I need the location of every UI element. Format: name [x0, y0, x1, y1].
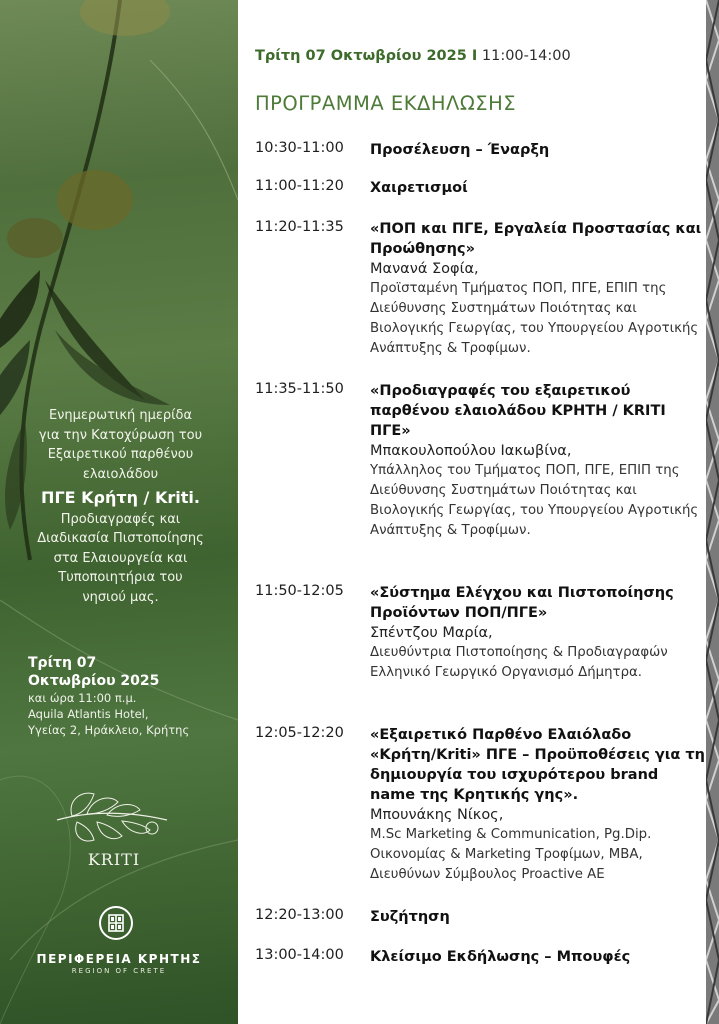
sidebar-date-line: Οκτωβρίου 2025: [28, 673, 160, 689]
event-intro: [18, 406, 223, 607]
program-title: ΠΡΟΓΡΑΜΜΑ ΕΚΔΗΛΩΣΗΣ: [255, 92, 517, 115]
schedule-time: 11:35-11:50: [255, 381, 344, 397]
event-date: Τρίτη 07 Οκτωβρίου 2025 Ι: [255, 48, 478, 64]
schedule-time: 13:00-14:00: [255, 947, 344, 963]
schedule-title: Χαιρετισμοί: [370, 180, 468, 196]
kriti-logo-text: KRITI: [87, 850, 141, 869]
speaker-description: Υπάλληλος του Τμήματος ΠΟΠ, ΠΓΕ, ΕΠΙΠ της Διεύθυνσης Συστημάτων Ποιότητας και Βιολογικής Γεωργίας, του Υπουργείου Αγροτικής Ανάπτυξης & Τροφίμων.: [370, 463, 699, 538]
intro-highlight: ΠΓΕ Κρήτη / Kriti.: [41, 488, 200, 507]
right-decorative-strip: [706, 0, 719, 1024]
schedule-title: «Εξαιρετικό Παρθένο Ελαιόλαδο «Κρήτη/Kriti» ΠΓΕ – Προϋποθέσεις για τη δημιουργία του ισχυρότερου brand name της Κρητικής γης».: [370, 727, 705, 803]
sidebar-detail-line: Υγείας 2, Ηράκλειο, Κρήτης: [28, 723, 190, 737]
schedule-time: 11:00-11:20: [255, 178, 344, 194]
region-crest-icon: [98, 905, 134, 941]
schedule-time: 11:20-11:35: [255, 219, 344, 235]
speaker-description: M.Sc Marketing & Communication, Pg.Dip. Οικονομίας & Marketing Τροφίμων, MBA, Διευθύνων Σύμβουλος Proactive AE: [370, 827, 652, 882]
schedule-title: «Προδιαγραφές του εξαιρετικού παρθένου ελαιολάδου ΚΡΗΤΗ / KRITI ΠΓΕ»: [370, 383, 666, 439]
speaker-name: Μπακουλοπούλου Ιακωβίνα,: [370, 443, 572, 459]
sidebar-detail-line: και ώρα 11:00 π.μ.: [28, 691, 137, 705]
region-name: ΠΕΡΙΦΕΡΕΙΑ ΚΡΗΤΗΣ: [36, 952, 202, 966]
intro-line: στα Ελαιουργεία και: [53, 550, 188, 566]
speaker-name: Σπέντζου Μαρία,: [370, 625, 493, 641]
event-time: 11:00-14:00: [481, 48, 571, 64]
intro-line: νησιού μας.: [82, 589, 159, 605]
sidebar-detail-line: Aquila Atlantis Hotel,: [28, 707, 149, 721]
intro-line: ελαιολάδου: [82, 466, 159, 482]
schedule-time: 11:50-12:05: [255, 583, 344, 599]
schedule-title: Προσέλευση – Έναρξη: [370, 142, 550, 158]
intro-line: Διαδικασία Πιστοποίησης: [37, 531, 204, 546]
left-decorative-panel: [0, 0, 238, 1024]
intro-line: Ενημερωτική ημερίδα: [48, 408, 193, 423]
speaker-description: Προϊσταμένη Τμήματος ΠΟΠ, ΠΓΕ, ΕΠΙΠ της Διεύθυνσης Συστημάτων Ποιότητας και Βιολογικής Γεωργίας, του Υπουργείου Αγροτικής Ανάπτυξης & Τροφίμων.: [370, 281, 699, 356]
intro-line: για την Κατοχύρωση του: [38, 427, 203, 443]
schedule-title: «Σύστημα Ελέγχου και Πιστοποίησης Προϊόντων ΠΟΠ/ΠΓΕ»: [370, 585, 674, 621]
speaker-description: Διευθύντρια Πιστοποίησης & Προδιαγραφών Ελληνικό Γεωργικό Οργανισμό Δήμητρα.: [370, 645, 668, 680]
schedule-time: 12:05-12:20: [255, 725, 344, 741]
schedule-title: Συζήτηση: [370, 909, 450, 925]
event-date-header: [255, 48, 571, 64]
speaker-name: Μπουνάκης Νίκος,: [370, 807, 504, 823]
speaker-name: Μανανά Σοφία,: [370, 261, 479, 277]
intro-line: Εξαιρετικού παρθένου: [47, 447, 194, 462]
leaf-texture-icon: [706, 0, 719, 1024]
schedule-time: 10:30-11:00: [255, 140, 344, 156]
intro-line: Τυποποιητήρια του: [58, 570, 183, 585]
schedule-title: «ΠΟΠ και ΠΓΕ, Εργαλεία Προστασίας και Προώθησης»: [370, 221, 702, 257]
region-subtitle: REGION OF CRETE: [71, 967, 167, 975]
sidebar-date-line: Τρίτη 07: [28, 655, 97, 671]
schedule-time: 12:20-13:00: [255, 907, 344, 923]
intro-line: Προδιαγραφές και: [60, 511, 181, 527]
event-date-location: [28, 654, 218, 738]
schedule-title: Κλείσιμο Εκδήλωσης – Μπουφές: [370, 949, 631, 965]
